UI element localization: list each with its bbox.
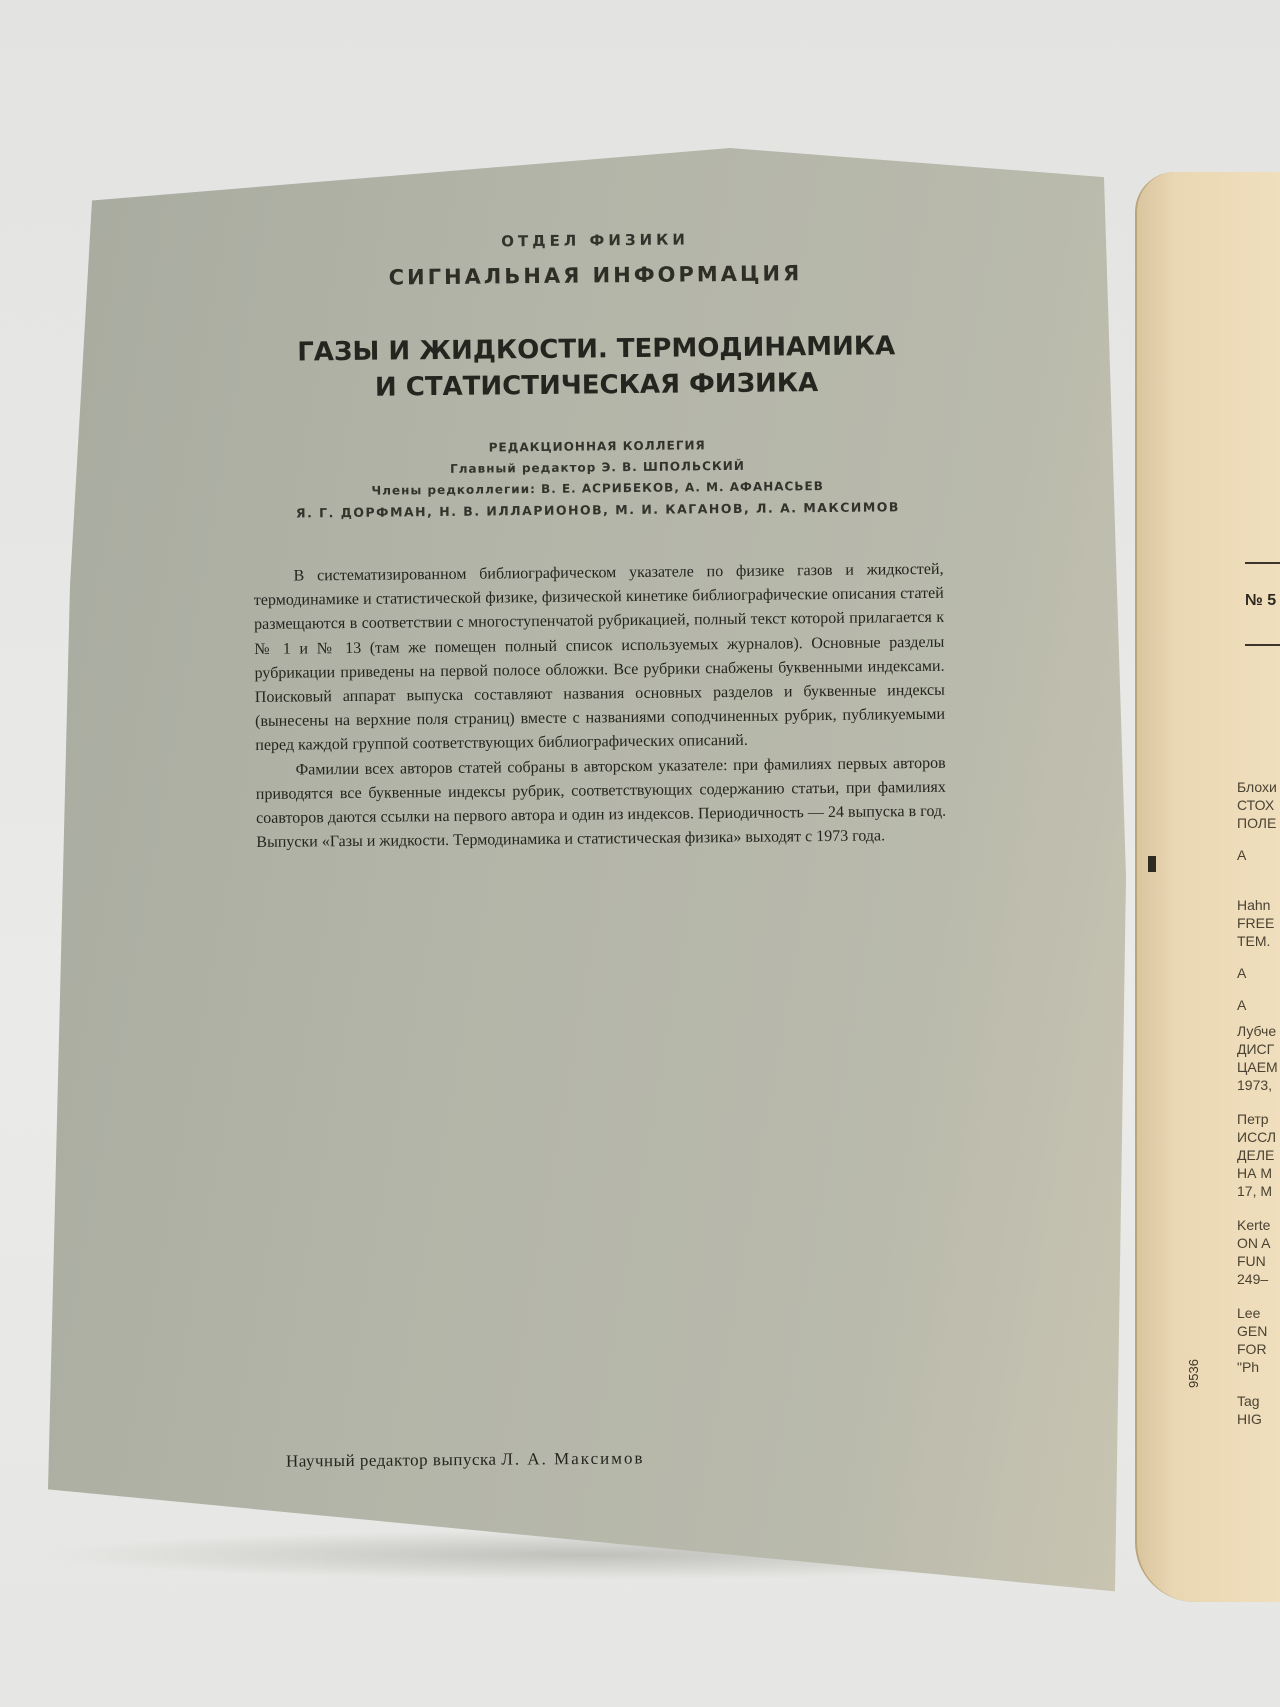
right-page-fragment: GEN [1237, 1323, 1268, 1339]
right-page-fragment: "Ph [1237, 1359, 1260, 1375]
right-page-issue-marker: № 5 [1245, 592, 1277, 609]
paragraph-1: В систематизированном библиографическом указателе по физике газов и жидкостей, термодинамике и статистической физике, физической кинетике библиографические описания статей размещаются в соответствии с многоступенчатой рубрикацией, полный текст которой прилагается к № 1 и № 13 (там же помещен полный список используемых журналов). Основные разделы рубрикации приведены на первой полосе обложки. Все рубрики снабжены буквенными индексами. Поисковый аппарат выпуска составляют названия основных разделов и буквенные индексы (вынесены на верхние поля страниц) вместе с названиями соподчиненных рубрик, публикуемыми перед каждой группой соответствующих библиографических описаний. [253, 560, 946, 755]
board-members-line-2: Я. Г. ДОРФМАН, Н. В. ИЛЛАРИОНОВ, М. И. КАГАНОВ, Л. А. МАКСИМОВ [295, 499, 900, 521]
right-page-fragment: HIG [1237, 1411, 1262, 1427]
right-page-fragment: Lee [1237, 1305, 1261, 1321]
right-page-fragment: FUN [1237, 1253, 1266, 1269]
right-page-fragment: Tag [1237, 1393, 1260, 1409]
right-page-fragment: ЦАЕМ [1237, 1059, 1278, 1075]
right-page-fragment: ПОЛЕ [1237, 815, 1277, 831]
right-page-fragment: FOR [1237, 1341, 1267, 1357]
chief-editor: Главный редактор Э. В. ШПОЛЬСКИЙ [449, 458, 745, 476]
right-page-fragment: А [1237, 965, 1247, 981]
right-page-fragment: Петр [1237, 1111, 1269, 1127]
right-page-fragment: А [1237, 997, 1247, 1013]
right-page-fragment: FREE [1237, 915, 1275, 931]
scientific-editor-label: Научный редактор выпуска [285, 1449, 497, 1471]
right-page-margin-mark [1148, 856, 1156, 872]
right-page-fragment: 17, М [1237, 1183, 1273, 1199]
right-page-rule-top [1245, 562, 1280, 564]
board-members-line-1: Члены редколлегии: В. Е. АСРИБЕКОВ, А. М. АФАНАСЬЕВ [371, 479, 824, 498]
right-page-fragment: Hahn [1237, 897, 1271, 913]
right-page-fragment: Лубче [1237, 1023, 1277, 1039]
editorial-board-heading: РЕДАКЦИОННАЯ КОЛЛЕГИЯ [488, 438, 706, 455]
right-page [1135, 172, 1280, 1602]
description-body [253, 558, 946, 856]
scientific-editor-name: Л. А. Максимов [501, 1448, 645, 1469]
paragraph-2: Фамилии всех авторов статей собраны в авторском указателе: при фамилиях первых авторов приводятся все буквенные индексы рубрик, соответствующих содержанию статьи, при фамилиях соавторов даются ссылки на первого автора и один из индексов. Периодичность — 24 выпуска в год. Выпуски «Газы и жидкости. Термодинамика и статистическая физика» выходят с 1973 года. [255, 754, 947, 852]
right-page-fragment: ДЕЛЕ [1237, 1147, 1275, 1163]
right-page-fragment: Kerte [1237, 1217, 1271, 1233]
title-line-2: И СТАТИСТИЧЕСКАЯ ФИЗИКА [374, 368, 819, 403]
right-page-rule-bottom [1245, 644, 1280, 646]
right-page-fragment: 1973, [1237, 1077, 1273, 1093]
scientific-editor [286, 1448, 645, 1471]
right-page-fragment: СТОХ [1237, 797, 1275, 813]
right-page-fragment: Блохи [1237, 779, 1277, 795]
left-page-content [250, 228, 946, 856]
right-page-fragment: TEM. [1237, 933, 1271, 949]
right-page-fragment: 249– [1237, 1271, 1269, 1287]
right-page-fragment: ИССЛ [1237, 1129, 1277, 1145]
right-page-fragment: ON A [1237, 1235, 1271, 1251]
document-title [251, 328, 942, 407]
department-heading: ОТДЕЛ ФИЗИКИ [501, 230, 690, 251]
right-page-fragment: А [1237, 847, 1247, 863]
right-page-fragment: НА М [1237, 1165, 1272, 1181]
title-line-1: ГАЗЫ И ЖИДКОСТИ. ТЕРМОДИНАМИКА [297, 331, 896, 368]
series-heading: СИГНАЛЬНАЯ ИНФОРМАЦИЯ [388, 261, 803, 290]
right-page-side-code: 9536 [1186, 1359, 1201, 1388]
right-page-fragment: ДИСГ [1237, 1041, 1275, 1057]
